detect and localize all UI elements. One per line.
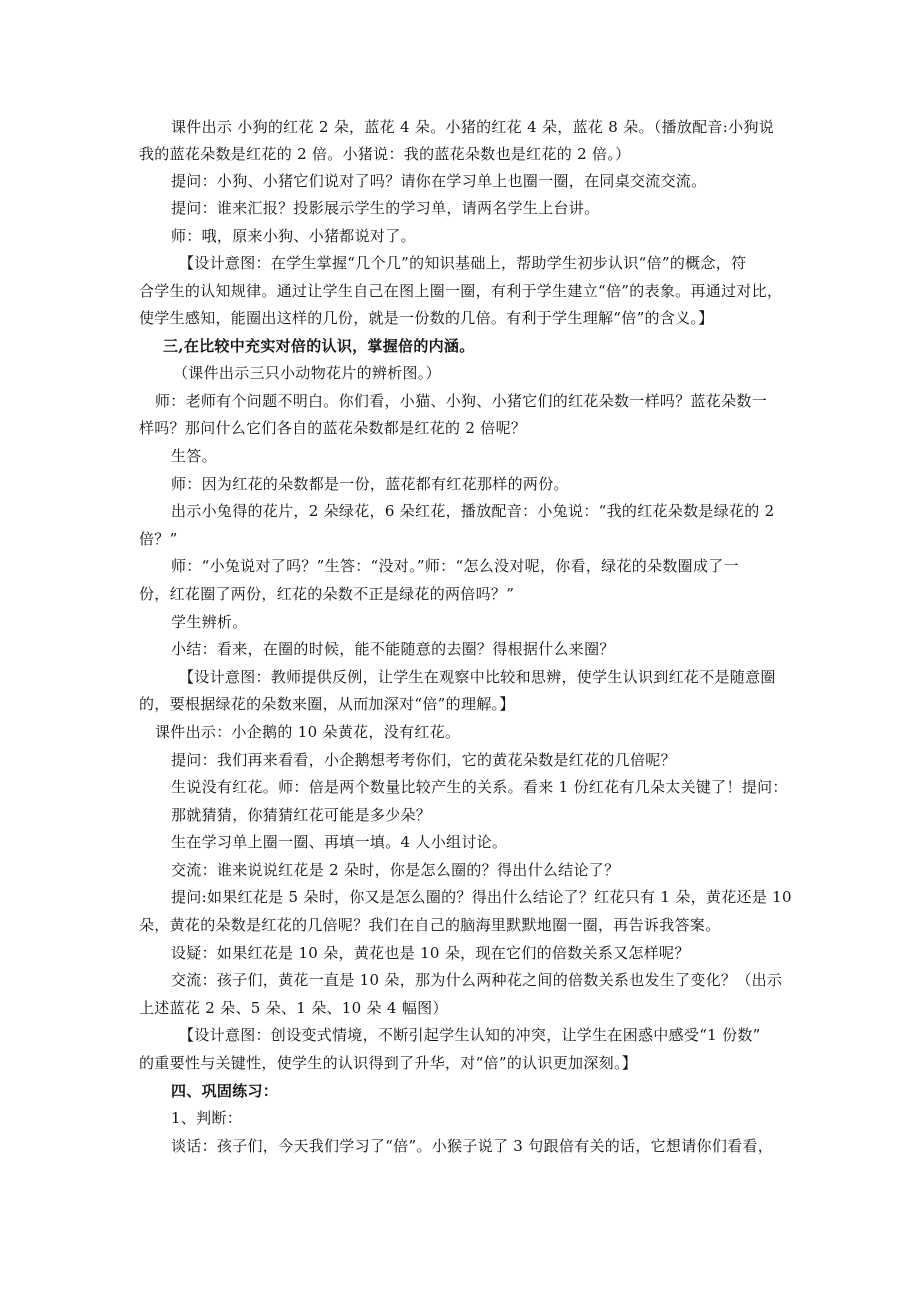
paragraph-line: （课件出示三只小动物花片的辨析图。） bbox=[173, 364, 441, 382]
paragraph-line: 交流：谁来说说红花是 2 朵时，你是怎么圈的？得出什么结论了？ bbox=[171, 861, 620, 879]
paragraph-line: 样吗？那问什么它们各自的蓝花朵数都是红花的 2 倍呢？ bbox=[139, 419, 527, 437]
paragraph-line: 交流：孩子们，黄花一直是 10 朵，那为什么两种花之间的倍数关系也发生了变化？（出示 bbox=[171, 971, 783, 989]
paragraph-line: 提问：谁来汇报？投影展示学生的学习单，请两名学生上台讲。 bbox=[171, 199, 600, 217]
section-heading: 四、巩固练习： bbox=[171, 1082, 279, 1100]
paragraph-line: 朵，黄花的朵数是红花的几倍呢？我们在自己的脑海里默默地圈一圈，再告诉我答案。 bbox=[139, 916, 721, 934]
section-heading: 三,在比较中充实对倍的认识，掌握倍的内涵。 bbox=[163, 337, 475, 355]
paragraph-line: 课件出示 小狗的红花 2 朵，蓝花 4 朵。小猪的红花 4 朵，蓝花 8 朵。（播放配音:小狗说 bbox=[171, 118, 775, 136]
paragraph-line: 提问:如果红花是 5 朵时，你又是怎么圈的？得出什么结论了？红花只有 1 朵，黄花还是 10 bbox=[171, 888, 792, 906]
paragraph-line: 生说没有红花。师：倍是两个数量比较产生的关系。看来 1 份红花有几朵太关键了！提问： bbox=[171, 778, 788, 796]
design-intent-line: 【设计意图：教师提供反例，让学生在观察中比较和思辨，使学生认识到红花不是随意圈 bbox=[179, 668, 776, 686]
design-intent-line: 使学生感知，能圈出这样的几份，就是一份数的几倍。有利于学生理解“倍”的含义。】 bbox=[139, 309, 714, 327]
paragraph-line: 课件出示：小企鹅的 10 朵黄花，没有红花。 bbox=[155, 723, 461, 741]
paragraph-line: 倍？” bbox=[139, 530, 178, 548]
paragraph-line: 生答。 bbox=[171, 447, 217, 465]
paragraph-line: 提问：小狗、小猪它们说对了吗？请你在学习单上也圈一圈，在同桌交流交流。 bbox=[171, 172, 707, 190]
paragraph-line: 我的蓝花朵数是红花的 2 倍。小猪说：我的蓝花朵数也是红花的 2 倍。） bbox=[139, 145, 631, 163]
paragraph-line: 出示小兔得的花片，2 朵绿花，6 朵红花，播放配音：小兔说：“我的红花朵数是绿花的 2 bbox=[171, 502, 775, 520]
design-intent-line: 的，要根据绿花的朵数来圈，从而加深对“倍”的理解。】 bbox=[139, 695, 515, 713]
paragraph-line: 设疑：如果红花是 10 朵，黄花也是 10 朵，现在它们的倍数关系又怎样呢？ bbox=[171, 944, 690, 962]
paragraph-line: 1、判断： bbox=[171, 1109, 243, 1127]
paragraph-line: 师：哦，原来小狗、小猪都说对了。 bbox=[171, 227, 416, 245]
paragraph-line: 生在学习单上圈一圈、再填一填。4 人小组讨论。 bbox=[171, 833, 508, 851]
paragraph-line: 师：老师有个问题不明白。你们看，小猫、小狗、小猪它们的红花朵数一样吗？蓝花朵数一 bbox=[155, 392, 768, 410]
design-intent-line: 合学生的认知规律。通过让学生自己在图上圈一圈，有利于学生建立“倍”的表象。再通过对比， bbox=[139, 282, 783, 300]
paragraph-line: 师：因为红花的朵数都是一份，蓝花都有红花那样的两份。 bbox=[171, 475, 569, 493]
paragraph-line: 谈话：孩子们，今天我们学习了“倍”。小猴子说了 3 句跟倍有关的话，它想请你们看看， bbox=[171, 1137, 774, 1155]
paragraph-line: 那就猜猜，你猜猜红花可能是多少朵？ bbox=[171, 806, 432, 824]
paragraph-line: 师：“小兔说对了吗？”生答：“没对。”师：“怎么没对呢，你看，绿花的朵数圈成了一 bbox=[171, 557, 739, 575]
paragraph-line: 小结：看来，在圈的时候，能不能随意的去圈？得根据什么来圈？ bbox=[171, 640, 615, 658]
design-intent-line: 【设计意图：在学生掌握“几个几”的知识基础上，帮助学生初步认识“倍”的概念，符 bbox=[179, 254, 747, 272]
design-intent-line: 的重要性与关键性，使学生的认识得到了升华，对“倍”的认识更加深刻。】 bbox=[139, 1054, 638, 1072]
paragraph-line: 份，红花圈了两份，红花的朵数不正是绿花的两倍吗？” bbox=[139, 585, 515, 603]
paragraph-line: 学生辨析。 bbox=[171, 613, 248, 631]
design-intent-line: 【设计意图：创设变式情境，不断引起学生认知的冲突，让学生在困惑中感受“1 份数” bbox=[179, 1026, 761, 1044]
paragraph-line: 提问：我们再来看看，小企鹅想考考你们，它的黄花朵数是红花的几倍呢？ bbox=[171, 751, 676, 769]
paragraph-line: 上述蓝花 2 朵、5 朵、1 朵、10 朵 4 幅图） bbox=[139, 999, 448, 1017]
